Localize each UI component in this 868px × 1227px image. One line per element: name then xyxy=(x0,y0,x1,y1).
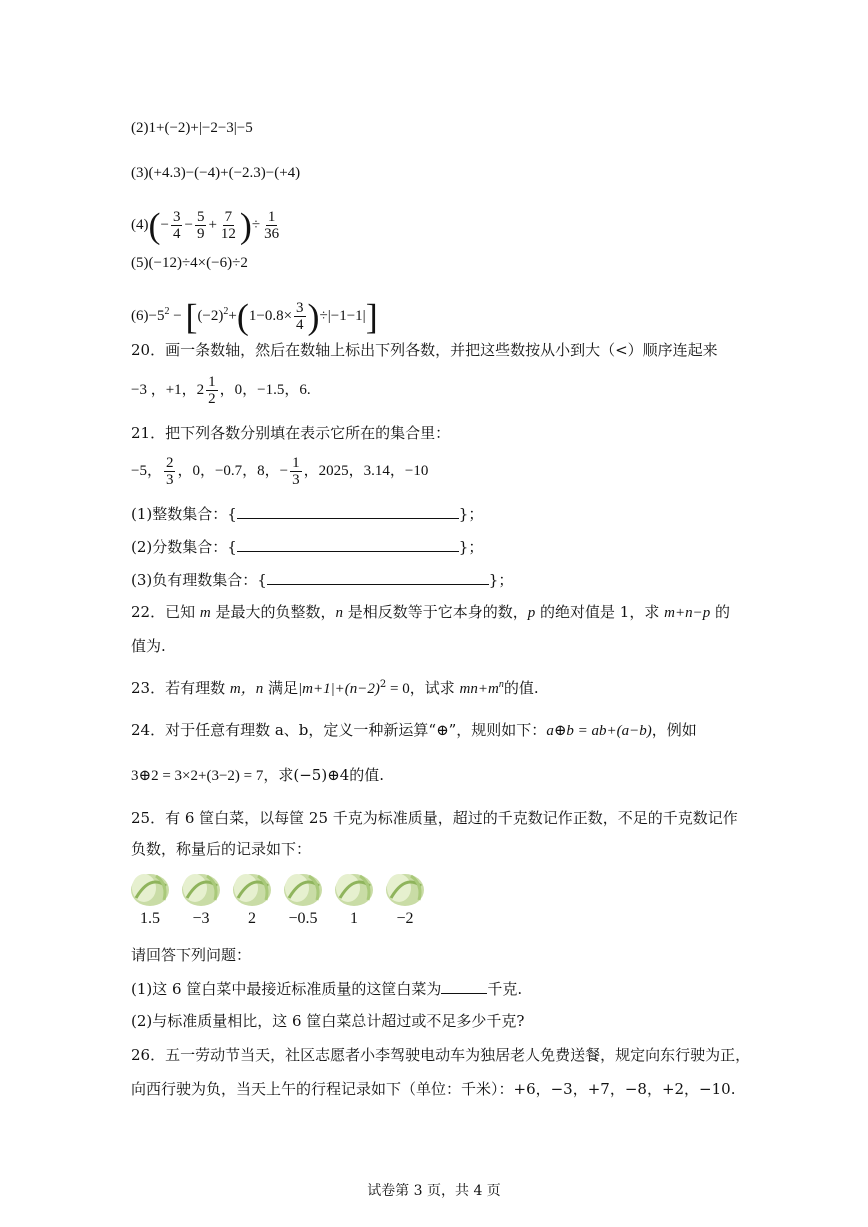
cabbage-icon xyxy=(230,868,274,908)
text: 23．若有理数 xyxy=(131,679,230,697)
text: (1)这 6 筐白菜中最接近标准质量的这筐白菜为 xyxy=(131,980,442,998)
cabbage-records xyxy=(128,868,428,938)
var: n xyxy=(335,605,343,621)
var: m xyxy=(199,605,211,621)
expression: = 0 xyxy=(386,681,410,697)
q25-line1: 25．有 6 筐白菜，以每筐 25 千克为标准质量，超过的千克数记作正数，不足的千克数记作 xyxy=(131,809,738,827)
q25-line2: 负数，称量后的记录如下： xyxy=(131,840,312,858)
text: 千克. xyxy=(487,980,523,998)
q21-text: 21．把下列各数分别填在表示它所在的集合里： xyxy=(131,424,451,442)
set-close: }； xyxy=(488,571,514,589)
cabbage-icon xyxy=(281,868,325,908)
text: ，例如 xyxy=(651,721,697,739)
expr-part: −5 xyxy=(148,308,165,324)
set-close: }； xyxy=(458,538,484,556)
set-label: (3)负有理数集合：{ xyxy=(131,571,267,589)
cabbage-icon xyxy=(179,868,223,908)
set-label: (1)整数集合：{ xyxy=(131,505,237,523)
fraction: $\frac{3}{4}$ xyxy=(172,209,181,243)
answer-blank[interactable] xyxy=(237,533,459,552)
numbers: −3 ，+1，2 xyxy=(131,382,205,398)
set-negative-rationals xyxy=(131,566,748,593)
fraction: $\frac{7}{12}$ xyxy=(220,209,236,243)
q19-part6: $(6)-5^2 - [(-2)^2+(1-0.8\times$ $\frac{3}{4}$ )÷|−1−1|] xyxy=(131,296,378,337)
text: 是相反数等于它本身的数， xyxy=(342,603,528,621)
cabbage-value: −2 xyxy=(396,910,414,927)
q22-line1 xyxy=(131,599,748,626)
exponent: 2 xyxy=(164,306,170,317)
q25-sub1 xyxy=(131,975,748,1002)
q20-text: 20．画一条数轴，然后在数轴上标出下列各数，并把这些数按从小到大（<）顺序连起来 xyxy=(131,341,718,359)
set-close: }； xyxy=(458,505,484,523)
q19-part3 xyxy=(131,160,748,186)
part-label: (3) xyxy=(131,165,149,181)
cabbage-value: 1 xyxy=(350,910,358,927)
q26-line1: 26．五一劳动节当天，社区志愿者小李驾驶电动车为独居老人免费送餐，规定向东行驶为正， xyxy=(131,1046,751,1064)
q24-line2 xyxy=(131,762,748,789)
expression: (−12)÷4×(−6)÷2 xyxy=(148,255,248,271)
fraction: $\frac{3}{4}$ xyxy=(296,300,304,334)
part-label: (6) xyxy=(131,308,149,324)
text: ，试求 xyxy=(409,679,460,697)
expr-part: ÷|−1−1| xyxy=(319,308,366,324)
page-footer: 试卷第 3 页，共 4 页 xyxy=(367,1183,501,1199)
q23 xyxy=(131,672,748,702)
q22-line2: 值为. xyxy=(131,637,166,655)
text: 的绝对值是 1，求 xyxy=(535,603,665,621)
q19-part5 xyxy=(131,250,748,276)
q25-prompt: 请回答下列问题： xyxy=(131,946,252,964)
exponent: n xyxy=(498,679,504,690)
vars: m，n xyxy=(229,681,264,697)
fraction: $\frac{1}{3}$ xyxy=(292,455,300,489)
fraction: $\frac{2}{3}$ xyxy=(165,455,174,489)
expression: 1+(−2)+|−2−3|−5 xyxy=(148,120,253,136)
cabbage-value: −3 xyxy=(192,910,210,927)
numbers: ，0，−1.5，6. xyxy=(219,382,311,398)
exponent: 2 xyxy=(223,306,229,317)
q24-line1 xyxy=(131,717,748,744)
exponent: 2 xyxy=(379,679,387,690)
text: 是最大的负整数， xyxy=(210,603,336,621)
q20-numbers xyxy=(131,372,748,408)
text: ，求(−5)⊕4的值. xyxy=(263,766,385,784)
expression: (+4.3)−(−4)+(−2.3)−(+4) xyxy=(148,165,301,181)
text: 24．对于任意有理数 a、b，定义一种新运算“⊕”，规则如下： xyxy=(131,721,547,739)
q19-part2 xyxy=(131,115,748,141)
rule-expression: a⊕b = ab+(a−b) xyxy=(546,723,652,739)
cabbage-value: 2 xyxy=(248,910,256,927)
var: p xyxy=(527,605,536,621)
text: 的值. xyxy=(503,679,539,697)
numbers: −5， xyxy=(131,463,162,479)
expr-part: 1−0.8× xyxy=(248,308,293,324)
set-fractions xyxy=(131,533,748,560)
q25-sub2: (2)与标准质量相比，这 6 筐白菜总计超过或不足多少千克? xyxy=(131,1012,525,1030)
answer-blank[interactable] xyxy=(237,500,459,519)
part-label: (2) xyxy=(131,120,149,136)
cabbage-icon xyxy=(332,868,376,908)
example-expression: 3⊕2 = 3×2+(3−2) = 7 xyxy=(131,768,264,784)
fraction: $\frac{1}{36}$ xyxy=(264,209,280,243)
expression: |m+1|+(n−2) xyxy=(297,681,380,697)
part-label: (5) xyxy=(131,255,149,271)
numbers: ，0，−0.7，8，− xyxy=(177,463,289,479)
cabbage-icon xyxy=(383,868,427,908)
expression: mn+m xyxy=(459,681,499,697)
q21-numbers xyxy=(131,453,748,489)
text: 满足 xyxy=(263,679,298,697)
numbers: ，2025，3.14，−10 xyxy=(303,463,429,479)
cabbage-value: −0.5 xyxy=(288,910,318,927)
expr-part: (−2) xyxy=(197,308,224,324)
part-label: (4) xyxy=(131,217,149,233)
cabbage-value: 1.5 xyxy=(140,910,160,927)
text: 的 xyxy=(710,603,730,621)
answer-blank[interactable] xyxy=(267,566,489,585)
text: 22．已知 xyxy=(131,603,200,621)
set-label: (2)分数集合：{ xyxy=(131,538,237,556)
fraction: $\frac{5}{9}$ xyxy=(196,209,205,243)
answer-blank[interactable] xyxy=(441,975,487,994)
q26-line2: 向西行驶为负，当天上午的行程记录如下（单位：千米）：+6，−3，+7，−8，+2，−10. xyxy=(131,1080,736,1098)
cabbage-icon xyxy=(128,868,172,908)
q19-part4: (4)(− $\frac{3}{4}$ − $\frac{5}{9}$ + $\frac{7}{12}$ )÷ $\frac{1}{36}$ xyxy=(131,205,280,246)
expression: m+n−p xyxy=(664,605,711,621)
set-integers xyxy=(131,500,748,527)
fraction: $\frac{1}{2}$ xyxy=(208,374,216,408)
